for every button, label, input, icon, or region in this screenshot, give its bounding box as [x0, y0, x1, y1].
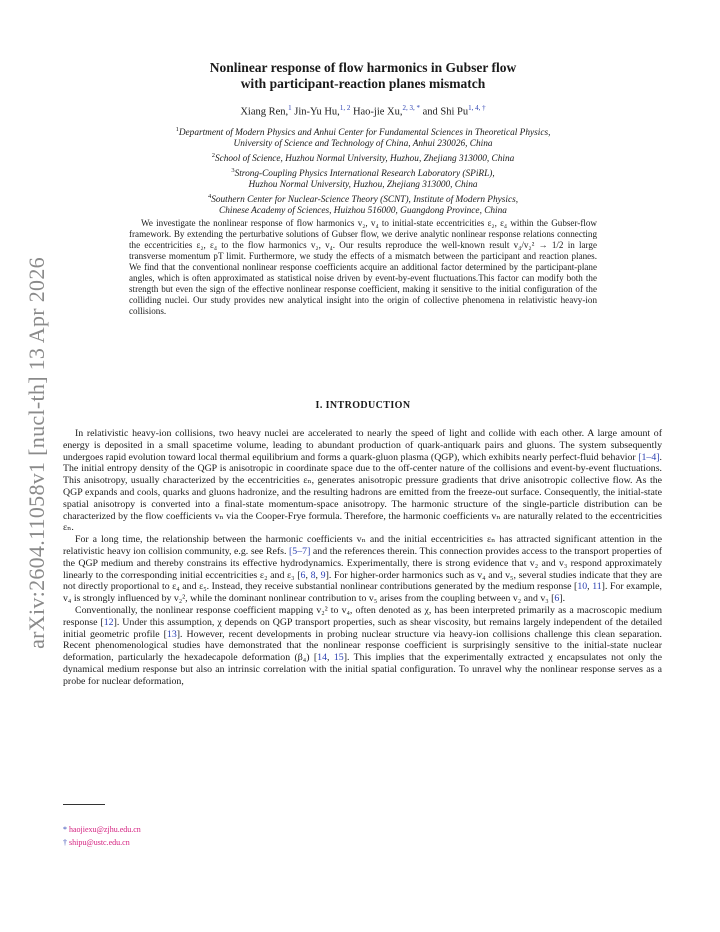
affiliation-item: [100, 124, 626, 139]
author-name: and Shi Pu: [422, 106, 469, 118]
affiliation-line: School of Science, Huzhou Normal University, Huzhou, Zhejiang 313000, China: [214, 154, 515, 165]
author-name: Hao-jie Xu,: [352, 106, 403, 118]
author-affiliation-mark: 1, 2: [339, 104, 351, 112]
body-text-run: ,: [305, 569, 311, 581]
body-text-run: ,: [327, 652, 334, 664]
body-text-run: ]. However, recent developments in probing nuclear structure via heavy-ion collisions challenge this clean separation. Recent phenomenological studies have demonstrated that the nonlinear response coefficient is surprisingly sensitive to the initial-state nuclear deformation, particularly the hexadecapole deformation (β₄) [: [63, 628, 662, 664]
affiliation-line: Southern Center for Nuclear-Science Theory (SCNT), Institute of Modern Physics,: [211, 195, 519, 206]
author-affiliation-mark: 2, 3, *: [402, 104, 421, 112]
affiliation-line: Department of Modern Physics and Anhui Center for Fundamental Sciences in Theoretical Physics,: [178, 128, 551, 139]
affiliation-number: 4: [207, 193, 212, 201]
body-text-run: ]. For higher-order harmonics such as v₄ and v₅, several studies indicate that they are not directly proportional to ε₄ and ε₅. Instead, they receive substantial nonlinear contributions generated by the medium response [: [63, 569, 662, 593]
body-text-run: . The initial entropy density of the QGP is anisotropic in coordinate space due to the off-center nature of the collisions and event-by-event fluctuations. This anisotropy, usually characterized by the eccentricities εₙ, generates anisotropic pressure gradients that drive anisotropic collective flow. As the QGP expands and cools, quarks and gluons hadronize, and the resulting hadrons are emitted from the freeze-out surface. Consequently, the initial-state spatial anisotropy is converted into a final-state momentum-space anisotropy. The harmonic structure of the single-particle distribution can be characterized by the flow coefficients vₙ via the Cooper-Frye formula. Therefore, the harmonic coefficients vₙ are naturally related to the eccentricities εₙ.: [63, 451, 662, 534]
affiliation-line: Huzhou Normal University, Huzhou, Zhejiang 313000, China: [248, 180, 478, 191]
citation-link[interactable]: 12: [103, 616, 114, 628]
body-paragraph: [63, 534, 662, 605]
abstract: We investigate the nonlinear response of flow harmonics v₂, v₄ to initial-state eccentricities ε₂, ε₄ within the Gubser-flow framework. By extending the perturbative solutions of Gubser flow, we derive analytic nonlinear response relations connecting the eccentricities ε₂, ε₄ to the flow harmonics v₂, v₄. Our results reproduce the well-known result v₄/v₂² → 1/2 in large transverse momentum pT limit. Furthermore, we study the effects of a mismatch between the participant and reaction planes. We find that the conventional nonlinear response coefficients acquire an additional factor determined by the participant-plane angles, which is often approximated as statistical noise driven by event-by-event fluctuations.This factor can modify both the strength but even the sign of the effective nonlinear response coefficient, making it sensitive to the initial configuration of the colliding nuclei. Our study provides new analytical insight into the origin of collective phenomena in relativistic heavy-ion collisions.: [129, 218, 597, 316]
paper-title: [130, 60, 596, 92]
affiliation-number: 1: [175, 126, 179, 133]
body-text-run: ]. For example, v₄ is strongly influenced by v₂², while the dominant nonlinear contribution to v₅ arises from the coupling between v₂ and v₃ [: [63, 581, 662, 605]
citation-link[interactable]: 14: [317, 652, 328, 664]
author-affiliation-mark: 1: [288, 104, 292, 112]
body-text-run: ]. Under this assumption, χ depends on QGP transport properties, such as shear viscosity, but remains largely independent of the detailed initial geometric profile [: [63, 616, 662, 640]
author-name: Xiang Ren,: [240, 106, 289, 118]
citation-link[interactable]: 15: [333, 652, 344, 664]
citation-link[interactable]: 13: [166, 628, 177, 640]
body-text-run: For a long time, the relationship between the harmonic coefficients vₙ and the initial eccentricities εₙ has attracted significant attention in the relativistic heavy ion collision community, e.g. see Refs.: [63, 534, 662, 557]
citation-link[interactable]: 6: [300, 569, 306, 581]
section-heading: I. INTRODUCTION: [315, 400, 411, 411]
affiliation-line: Chinese Academy of Sciences, Huizhou 516000, Guangdong Province, China: [219, 206, 507, 217]
body-text-run: Conventionally, the nonlinear response coefficient mapping v₂² to v₄, often denoted as χ, has been interpreted primarily as a macroscopic medium response [: [63, 604, 662, 628]
body-text-run: ]. This implies that the experimentally extracted χ encapsulates not only the dynamical medium response but also an intrinsic correlation with the initial spatial configuration. To unravel why the nonlinear response serves as a probe for nuclear deformation,: [63, 652, 663, 687]
body-paragraph: [63, 605, 662, 688]
footnote-rule: [63, 804, 105, 805]
affiliation-item: [100, 150, 626, 165]
citation-link[interactable]: 6: [554, 593, 560, 605]
affiliation-number: 2: [211, 152, 215, 160]
citation-link[interactable]: 8: [310, 569, 316, 581]
footnote-mark: †: [63, 838, 67, 847]
citation-link[interactable]: [1–4]: [638, 451, 660, 463]
author-name: Jin-Yu Hu,: [294, 106, 340, 118]
body-text-run: In relativistic heavy-ion collisions, two heavy nuclei are accelerated to nearly the speed of light and collide with each other. A large amount of energy is deposited in a small spacetime volume, leading to abundant production of quark-antiquark pairs and gluons. The system subsequently undergoes rapid evolution toward local thermal equilibrium and forms a quark-gluon plasma (QGP), which exhibits nearly perfect-fluid behavior: [63, 428, 662, 463]
body-paragraph: [63, 428, 662, 534]
paper-title-line-1: Nonlinear response of flow harmonics in Gubser flow: [209, 60, 517, 75]
footnote-email-link[interactable]: haojiexu@zjhu.edu.cn: [69, 825, 141, 834]
citation-link[interactable]: 9: [320, 569, 326, 581]
body-text-run: and the references therein. This connection provides access to the transport properties of the QGP medium and thereby constrains its effective hydrodynamics. Experimentally, there is strong evidence that v₂ and v₃ respond approximately linearly to the corresponding initial eccentricities ε₂ and ε₃ [: [63, 545, 662, 581]
body-text-run: ,: [315, 569, 321, 581]
body-text: [63, 428, 662, 688]
affiliation-number: 3: [231, 167, 235, 175]
footnotes: [63, 823, 141, 849]
affiliation-line: University of Science and Technology of China, Anhui 230026, China: [233, 139, 493, 150]
affiliation-line: Strong-Coupling Physics International Research Laboratory (SPiRL),: [234, 169, 495, 180]
footnote-email-link[interactable]: shipu@ustc.edu.cn: [69, 838, 130, 847]
arxiv-identifier: arXiv:2604.11058v1 [nucl-th] 13 Apr 2026: [24, 256, 49, 649]
footnote-item: [63, 823, 141, 836]
affiliation-list: [100, 124, 626, 217]
body-text-run: ,: [587, 581, 593, 593]
author-list: [100, 104, 626, 118]
citation-link[interactable]: 10: [577, 581, 588, 593]
affiliation-item: [100, 191, 626, 206]
citation-link[interactable]: [5–7]: [289, 545, 311, 557]
paper-title-line-2: with participant-reaction planes mismatch: [240, 76, 486, 91]
citation-link[interactable]: 11: [592, 581, 602, 593]
body-text-run: ].: [559, 593, 566, 605]
arxiv-identifier-sidebar: [22, 255, 52, 650]
author-affiliation-mark: 1, 4, †: [468, 104, 486, 112]
footnote-mark: *: [63, 825, 67, 834]
footnote-item: [63, 836, 141, 849]
affiliation-item: [100, 165, 626, 180]
